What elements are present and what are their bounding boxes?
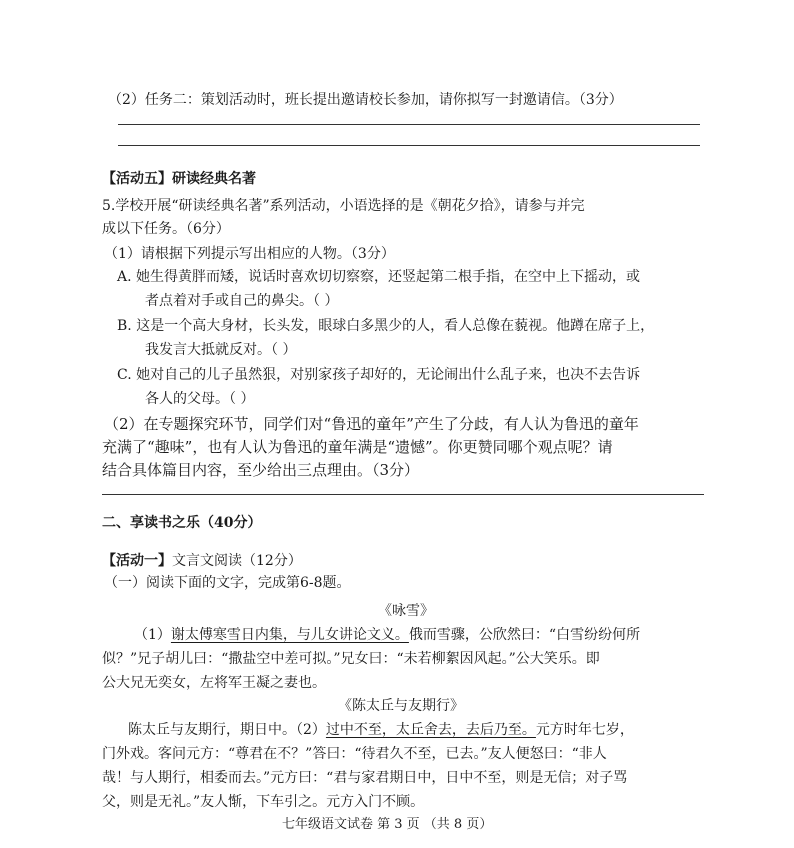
q5-line-1: 5.学校开展“研读经典名著”系列活动，小语选择的是《朝花夕拾》，请参与并完 [102,198,585,214]
passage1-number: （1） [134,627,171,643]
passage1-line-3: 公大兄无奕女，左将军王凝之妻也。 [102,675,326,691]
activity1-label: 【活动一】 [102,553,172,569]
q5-sub2-line-1: （2）在专题探究环节，同学们对“鲁迅的童年”产生了分歧，有人认为鲁迅的童年 [104,415,639,433]
poem2-title: 《陈太丘与友期行》 [338,698,464,714]
q5-line-2: 成以下任务。（6分） [102,221,230,237]
passage1-line-1 [134,626,640,644]
passage2-line-4: 父，则是无礼。”友人惭，下车引之。元方入门不顾。 [102,794,425,810]
section2-heading: 二、享读书之乐（40分） [102,515,262,531]
activity1-heading [102,552,302,570]
activity5-heading: 【活动五】研读经典名著 [102,171,256,187]
page-footer: 七年级语文试卷 第 3 页 （共 8 页） [282,817,493,832]
passage2-line-3: 哉！与人期行，相委而去。”元方曰：“君与家君期日中，日中不至，则是无信；对子骂 [102,770,628,786]
answer-line-3 [102,494,704,495]
passage1-underlined: 谢太傅寒雪日内集，与儿女讲论文义。 [170,627,409,643]
q5-sub1: （1）请根据下列提示写出相应的人物。（3分） [104,246,395,262]
passage2-underlined: 过中不至，太丘舍去，去后乃至。 [325,722,536,738]
option-c-line-2: 各人的父母。（ ） [145,391,255,407]
option-a-line-2: 者点着对手或自己的鼻尖。（ ） [145,293,339,309]
passage2-number: （2） [296,722,326,738]
q5-sub2-line-3: 结合具体篇目内容，至少给出三点理由。（3分） [102,461,420,479]
poem1-title: 《咏雪》 [378,603,434,619]
passage2-rest: 元方时年七岁， [535,722,634,738]
passage1-line-2: 似？”兄子胡儿曰：“撒盐空中差可拟。”兄女曰：“未若柳絮因风起。”公大笑乐。即 [102,651,600,667]
answer-line-2 [118,145,700,146]
passage2-start: 陈太丘与友期行，期日中。 [128,722,296,738]
part1-prompt: （一）阅读下面的文字，完成第6-8题。 [104,575,351,591]
task2-prompt: （2）任务二：策划活动时，班长提出邀请校长参加，请你拟写一封邀请信。（3分） [108,92,623,108]
option-b-line-2: 我发言大抵就反对。（ ） [145,342,297,358]
passage2-line-1 [128,721,634,739]
option-c-line-1: C. 她对自己的儿子虽然狠，对别家孩子却好的，无论闹出什么乱子来，也决不去告诉 [117,367,641,383]
option-b-line-1: B. 这是一个高大身材，长头发，眼球白多黑少的人，看人总像在藐视。他蹲在席子上， [117,318,655,334]
answer-line-1 [118,124,700,125]
q5-sub2-line-2: 充满了“趣味”，也有人认为鲁迅的童年满是“遗憾”。你更赞同哪个观点呢？请 [102,438,613,456]
passage1-rest: 俄而雪骤，公欣然曰：“白雪纷纷何所 [408,627,641,643]
option-a-line-1: A. 她生得黄胖而矮，说话时喜欢切切察察，还竖起第二根手指，在空中上下摇动，或 [117,269,641,285]
passage2-line-2: 门外戏。客问元方：“尊君在不？”答曰：“待君久不至，已去。”友人便怒曰：“非人 [102,746,607,762]
activity1-title: 文言文阅读（12分） [172,553,302,569]
